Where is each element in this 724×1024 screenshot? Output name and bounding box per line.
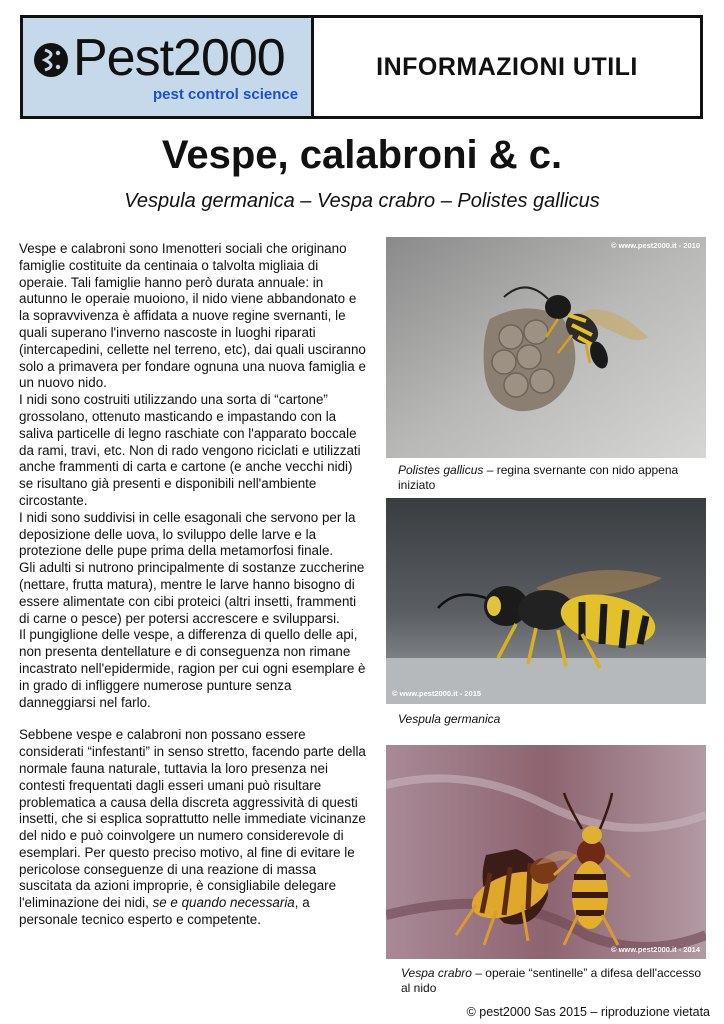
logo-text: Pest2000 (73, 29, 285, 87)
photo-copyright: © www.pest2000.it - 2010 (610, 241, 700, 250)
caption-species: Vespula germanica (398, 712, 501, 726)
paragraph: Gli adulti si nutrono principalmente di sostanze zuccherine (nettare, frutta matura), mentre le larve hanno bisogno di essere alimentate con cibi proteici (altri insetti, frammenti di carne o pesce) per potersi accrescere e svilupparsi. (19, 560, 365, 626)
photo-vespa-crabro (386, 745, 706, 959)
paragraph-text: Sebbene vespe e calabroni non possano essere considerati “infestanti” in senso stretto, facendo parte della normale fauna naturale, tuttavia la loro presenza nei contesti frequentati dagli esseri umani può risultare problematica a causa della discreta aggressività di questi insetti, che si esplica soprattutto nelle immediate vicinanze del nido e può coinvolgere un numero considerevole di esemplari. Per questo preciso motivo, al fine di evitare le pericolose conseguenze di una reazione di massa suscitata da azioni improprie, è consigliabile delegare l'eliminazione dei nidi, (19, 727, 366, 911)
paragraph: Vespe e calabroni sono Imenotteri sociali che originano famiglie costituite da centinaia o talvolta migliaia di operaie. Tali famiglie hanno però durata annuale: in autunno le operaie muoiono, il nido viene abbandonato e la sopravvivenza è affidata a nuove regine svernanti, le quali superano l'inverno nascoste in luoghi riparati (intercapedini, cellette nel terreno, etc), dai quali usciranno solo a primavera per fondare ognuna una nuova famiglia e un nuovo nido. (19, 241, 366, 391)
photo-caption (401, 966, 706, 996)
paragraph: Il pungiglione delle vespe, a differenza di quello delle api, non presenta dentellature e di conseguenza non rimane incastrato nell'epidermide, ragion per cui ogni esemplare è in grado di infliggere numerose punture senza danneggiarsi nel farlo. (19, 627, 366, 710)
photo-polistes (386, 237, 706, 458)
caption-species: Vespa crabro (401, 966, 472, 980)
logo (23, 18, 314, 116)
page-title: Vespe, calabroni & c. (161, 133, 563, 177)
caption-species: Polistes gallicus (398, 463, 484, 477)
photo-copyright: © www.pest2000.it - 2015 (392, 689, 482, 698)
photo-caption (398, 463, 708, 493)
page-header (20, 15, 703, 119)
section-title: INFORMAZIONI UTILI (376, 52, 638, 81)
logo-tagline: pest control science (153, 86, 299, 103)
photo-caption (398, 712, 708, 727)
paragraph: I nidi sono suddivisi in celle esagonali che servono per la deposizione delle uova, lo sviluppo delle larve e la protezione delle pupe prima della metamorfosi finale. (19, 509, 356, 559)
page-subtitle: Vespula germanica – Vespa crabro – Polistes gallicus (124, 190, 600, 212)
photo-copyright: © www.pest2000.it - 2014 (610, 945, 700, 954)
paragraph-italic: se e quando necessaria (152, 895, 295, 911)
logo-mark-icon (31, 40, 71, 80)
body-text (19, 241, 369, 929)
caption-text: – operaie “sentinelle” a difesa dell'accesso al nido (401, 966, 702, 995)
photo-vespula (386, 498, 706, 704)
paragraph-text-end: , a personale tecnico esperto e competente. (19, 895, 310, 928)
paragraph (19, 727, 369, 929)
caption-text: – regina svernante con nido appena iniziato (398, 463, 679, 492)
footer-copyright: © pest2000 Sas 2015 – riproduzione vietata (466, 1005, 710, 1019)
paragraph: I nidi sono costruiti utilizzando una sorta di “cartone” grossolano, ottenuto masticando e impastando con la saliva particelle di legno raschiate con l'apparato boccale da rami, travi, etc. Non di rado vengono riciclati e utilizzati anche frammenti di carta e cartone (e anche vecchi nidi) se risultano già presenti e disponibili nell'ambiente circostante. (19, 392, 361, 508)
